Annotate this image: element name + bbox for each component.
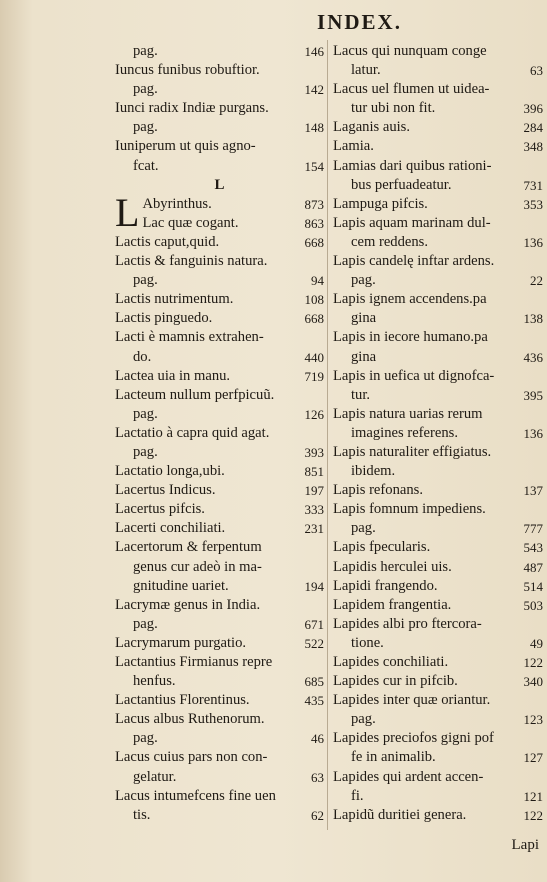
page-number: 127	[523, 750, 543, 766]
page-number: 393	[304, 444, 324, 460]
entry-text: imagines referens.	[351, 424, 458, 441]
entry-text: Lapidem frangentia.	[333, 596, 452, 613]
index-entry	[333, 538, 543, 557]
index-entry	[333, 806, 543, 825]
entry-line	[115, 80, 324, 99]
entry-text: gnitudine uariet.	[133, 577, 229, 594]
entry-line	[115, 309, 324, 328]
page-number: 522	[304, 635, 324, 651]
page-number: 353	[523, 196, 543, 212]
index-entry	[333, 672, 543, 691]
entry-text: Abyrinthus.	[142, 195, 212, 212]
entry-line	[115, 672, 324, 691]
page-number: 154	[304, 158, 324, 174]
entry-text: Lapis natura uarias rerum	[333, 405, 483, 422]
entry-line	[333, 367, 543, 386]
entry-line	[115, 806, 324, 825]
page-number: 46	[311, 731, 324, 747]
page-number: 146	[304, 44, 324, 59]
entry-line	[333, 481, 543, 500]
entry-text: Lapidi frangendo.	[333, 577, 438, 594]
entry-line	[333, 787, 543, 806]
page-number: 863	[304, 215, 324, 231]
index-entry	[333, 768, 543, 806]
index-entry	[115, 710, 324, 748]
page-number: 137	[523, 483, 543, 499]
page-number: 136	[523, 425, 543, 441]
entry-line	[333, 137, 543, 156]
index-entry	[115, 424, 324, 462]
index-entry	[115, 481, 324, 500]
entry-text: gina	[351, 310, 377, 327]
entry-line	[115, 118, 324, 137]
index-entry	[115, 189, 324, 235]
entry-line	[115, 500, 324, 519]
index-entry	[115, 500, 324, 519]
entry-text: Lapides inter quæ oriantur.	[333, 692, 491, 709]
entry-text: Lacti è mamnis extrahen-	[115, 329, 264, 346]
index-entry	[333, 729, 543, 767]
index-entry	[333, 558, 543, 577]
entry-text: Lacus cuius pars non con-	[115, 749, 268, 766]
entry-text: cem reddens.	[351, 233, 428, 250]
entry-text: pag.	[351, 711, 376, 728]
entry-line	[115, 405, 324, 424]
index-entry	[333, 653, 543, 672]
entry-line	[115, 328, 324, 347]
index-entry	[333, 405, 543, 443]
page-number: 685	[304, 674, 324, 690]
page-number: 440	[304, 349, 324, 365]
entry-line	[115, 519, 324, 538]
index-entry	[333, 500, 543, 538]
entry-text: pag.	[133, 405, 158, 422]
entry-line	[115, 271, 324, 290]
entry-text: Lapides preciofos gigni pof	[333, 730, 494, 747]
page-number: 333	[304, 502, 324, 518]
section-letter: L	[214, 176, 225, 193]
page-number: 94	[311, 273, 324, 289]
entry-text: Lacerti conchiliati.	[115, 520, 226, 537]
entry-line	[115, 768, 324, 787]
entry-line	[333, 806, 543, 825]
entry-text: Lactatio longa,ubi.	[115, 463, 225, 480]
entry-line	[333, 443, 543, 462]
page-number: 873	[304, 196, 324, 212]
entry-line	[333, 118, 543, 137]
entry-text: pag.	[351, 520, 376, 537]
entry-line	[115, 462, 324, 481]
entry-line	[333, 462, 543, 481]
entry-text: Lapides qui ardent accen-	[333, 768, 484, 785]
entry-text: do.	[133, 348, 152, 365]
entry-text: Lactea uia in manu.	[115, 367, 231, 384]
page-number: 514	[523, 578, 543, 594]
page-number: 395	[523, 387, 543, 403]
entry-line	[333, 558, 543, 577]
entry-text: Lapidis herculei uis.	[333, 558, 452, 575]
entry-text: Lapis aquam marinam dul-	[333, 214, 491, 231]
index-entry	[333, 157, 543, 195]
entry-line	[333, 214, 543, 233]
entry-line	[115, 596, 324, 615]
entry-text: tione.	[351, 634, 384, 651]
entry-text: Lactatio à capra quid agat.	[115, 424, 270, 441]
entry-line	[333, 328, 543, 347]
entry-line	[333, 348, 543, 367]
entry-line	[333, 729, 543, 748]
entry-line	[333, 309, 543, 328]
entry-text: bus perfuadeatur.	[351, 176, 452, 193]
entry-text: Lapides cur in pifcib.	[333, 673, 458, 690]
entry-line	[115, 443, 324, 462]
entry-line	[333, 596, 543, 615]
entry-text: Lapis fomnum impediens.	[333, 501, 486, 518]
right-column	[333, 42, 543, 842]
index-entry	[115, 252, 324, 290]
entry-text: latur.	[351, 62, 381, 79]
catchword: Lapi	[511, 837, 539, 853]
entry-text: Lacus intumefcens fine uen	[115, 787, 276, 804]
entry-line	[333, 61, 543, 80]
entry-line	[333, 99, 543, 118]
entry-line	[333, 615, 543, 634]
index-entry	[333, 577, 543, 596]
entry-text: Lampuga pifcis.	[333, 195, 428, 212]
index-entry	[115, 309, 324, 328]
page-number: 731	[523, 177, 543, 193]
entry-line	[333, 252, 543, 271]
index-entry	[333, 481, 543, 500]
page-number: 777	[523, 521, 543, 537]
page-number: 126	[304, 406, 324, 422]
entry-text: Laganis auis.	[333, 119, 411, 136]
page-number: 231	[304, 521, 324, 537]
entry-text: Lacus albus Ruthenorum.	[115, 711, 265, 728]
page-number: 136	[523, 234, 543, 250]
entry-text: Lacrymarum purgatio.	[115, 634, 247, 651]
entry-text: Lapis candelę inftar ardens.	[333, 253, 495, 270]
entry-line	[333, 653, 543, 672]
entry-line	[115, 538, 324, 557]
entry-line	[115, 137, 324, 156]
entry-line	[333, 577, 543, 596]
index-entry	[115, 691, 324, 710]
entry-text: Iunci radix Indiæ purgans.	[115, 100, 269, 117]
entry-line	[333, 80, 543, 99]
entry-text: Lapis in uefica ut dignofca-	[333, 367, 495, 384]
index-entry	[115, 653, 324, 691]
index-entry	[333, 367, 543, 405]
page-number: 121	[523, 788, 543, 804]
entry-text: Lacertus pifcis.	[115, 501, 205, 518]
index-entry	[333, 252, 543, 290]
index-entry	[115, 538, 324, 595]
entry-text: fe in animalib.	[351, 749, 436, 766]
entry-text: Lapis naturaliter effigiatus.	[333, 443, 492, 460]
page-number: 671	[304, 616, 324, 632]
index-entry	[115, 233, 324, 252]
entry-line	[333, 538, 543, 557]
entry-text: fcat.	[133, 157, 159, 174]
entry-line	[115, 748, 324, 767]
entry-line	[115, 424, 324, 443]
entry-line	[115, 367, 324, 386]
entry-text: henfus.	[133, 673, 176, 690]
entry-text: Lacertorum & ferpentum	[115, 539, 262, 556]
entry-text: pag.	[133, 615, 158, 632]
drop-cap: L	[115, 189, 140, 235]
entry-text: tur.	[351, 386, 371, 403]
entry-line	[333, 233, 543, 252]
index-entry	[115, 99, 324, 137]
page-number: 348	[523, 139, 543, 155]
index-entry	[115, 462, 324, 481]
entry-text: Lactis pinguedo.	[115, 310, 213, 327]
index-entry	[333, 290, 543, 328]
entry-text: pag.	[133, 443, 158, 460]
index-title: INDEX.	[317, 10, 402, 34]
entry-text: Lacertus Indicus.	[115, 482, 216, 499]
entry-line	[333, 691, 543, 710]
entry-text: Lactis caput,quid.	[115, 233, 220, 250]
entry-line	[333, 424, 543, 443]
entry-line	[115, 787, 324, 806]
page-number: 138	[523, 311, 543, 327]
page-number: 396	[523, 101, 543, 117]
entry-line	[115, 653, 324, 672]
index-entry	[115, 137, 324, 175]
entry-text: Lactantius Firmianus repre	[115, 654, 273, 670]
page-number: 435	[304, 693, 324, 709]
index-entry	[333, 195, 543, 214]
index-entry	[115, 596, 324, 634]
page-number: 543	[523, 540, 543, 556]
page-number: 142	[304, 82, 324, 98]
index-entry	[333, 328, 543, 366]
index-entry	[333, 137, 543, 156]
entry-text: fi.	[351, 787, 364, 804]
index-entry	[115, 367, 324, 386]
entry-line	[333, 176, 543, 195]
page-number: 851	[304, 464, 324, 480]
page-number: 122	[523, 655, 543, 670]
page-number: 487	[523, 559, 543, 575]
entry-text: Iuncus funibus robuftior.	[115, 62, 260, 79]
page-number: 668	[304, 234, 324, 250]
entry-line	[115, 729, 324, 748]
index-entry	[115, 328, 324, 366]
entry-line	[333, 672, 543, 691]
entry-text: Lacteum nullum perfpicuũ.	[115, 386, 275, 403]
index-entry	[333, 42, 543, 80]
entry-text: Lactis nutrimentum.	[115, 291, 234, 308]
index-entry	[115, 61, 324, 99]
index-entry	[333, 691, 543, 729]
entry-line	[333, 748, 543, 767]
entry-text: Lacus uel flumen ut uidea-	[333, 81, 490, 98]
index-entry	[333, 214, 543, 252]
entry-text: Lac quæ cogant.	[142, 214, 239, 231]
index-entry	[115, 176, 324, 195]
entry-text: Lapis in iecore humano.pa	[333, 329, 488, 346]
page-header	[0, 10, 547, 35]
entry-text: Lapides albi pro ftercora-	[333, 615, 482, 632]
index-entry	[115, 519, 324, 538]
entry-text: tur ubi non fit.	[351, 100, 436, 117]
entry-line	[115, 157, 324, 176]
entry-line	[115, 481, 324, 500]
entry-text: Lacus qui nunquam conge	[333, 43, 487, 59]
entry-text: pag.	[351, 272, 376, 289]
page-number: 49	[530, 635, 543, 651]
entry-line	[115, 233, 324, 252]
entry-text: Iuniperum ut quis agno-	[115, 138, 256, 155]
entry-text: Lapis ignem accendens.pa	[333, 291, 487, 308]
entry-text: pag.	[133, 272, 158, 289]
entry-text: pag.	[133, 43, 158, 59]
page-number: 503	[523, 597, 543, 613]
entry-line	[115, 42, 324, 61]
entry-line	[333, 634, 543, 653]
entry-line	[115, 348, 324, 367]
entry-text: tis.	[133, 806, 151, 823]
page-number: 62	[311, 807, 324, 823]
index-entry	[115, 42, 324, 61]
index-entry	[333, 596, 543, 615]
entry-line	[115, 710, 324, 729]
entry-text: Lactantius Florentinus.	[115, 692, 250, 709]
entry-line	[333, 195, 543, 214]
entry-line	[333, 519, 543, 538]
entry-line	[115, 691, 324, 710]
entry-text: Lamia.	[333, 138, 374, 155]
page-number: 22	[530, 273, 543, 289]
entry-text: gina	[351, 348, 377, 365]
index-entry	[115, 748, 324, 786]
page-number: 436	[523, 349, 543, 365]
index-entry	[333, 118, 543, 137]
index-entry	[115, 634, 324, 653]
entry-text: Lamias dari quibus rationi-	[333, 157, 492, 174]
entry-line	[115, 290, 324, 309]
entry-text: pag.	[133, 730, 158, 747]
entry-line	[115, 577, 324, 596]
entry-line	[115, 615, 324, 634]
entry-line	[115, 61, 324, 80]
entry-line	[333, 271, 543, 290]
page-number: 719	[304, 368, 324, 384]
entry-text: gelatur.	[133, 768, 177, 785]
page-number: 123	[523, 712, 543, 728]
entry-text: ibidem.	[351, 463, 396, 480]
index-entry	[333, 80, 543, 118]
column-divider	[327, 40, 328, 830]
entry-line	[115, 558, 324, 577]
entry-text: Lacrymæ genus in India.	[115, 596, 261, 613]
entry-text: pag.	[133, 81, 158, 98]
entry-line	[333, 290, 543, 309]
page-number: 108	[304, 292, 324, 308]
entry-line	[142, 214, 324, 233]
left-column	[115, 42, 324, 842]
entry-line	[115, 386, 324, 405]
index-entry	[333, 443, 543, 481]
page-number: 340	[523, 674, 543, 690]
page-number: 284	[523, 120, 543, 136]
entry-line	[115, 634, 324, 653]
page-number: 194	[304, 578, 324, 594]
index-entry	[115, 386, 324, 424]
entry-line	[333, 500, 543, 519]
index-entry	[115, 290, 324, 309]
entry-line	[115, 99, 324, 118]
entry-text: Lapides conchiliati.	[333, 654, 449, 670]
page-number: 197	[304, 483, 324, 499]
page-number: 668	[304, 311, 324, 327]
entry-text: Lapis fpecularis.	[333, 539, 431, 556]
index-entry	[333, 615, 543, 653]
entry-line	[333, 386, 543, 405]
entry-text: Lapis refonans.	[333, 482, 423, 499]
entry-line	[142, 195, 324, 214]
entry-line	[333, 405, 543, 424]
entry-line	[333, 42, 543, 61]
entry-line	[333, 157, 543, 176]
entry-text: Lactis & fanguinis natura.	[115, 253, 268, 270]
entry-text: Lapidũ duritiei genera.	[333, 806, 467, 823]
entry-text: pag.	[133, 119, 158, 136]
entry-line	[333, 768, 543, 787]
index-entry	[115, 787, 324, 825]
page-number: 63	[530, 63, 543, 79]
page-number: 122	[523, 807, 543, 823]
entry-line	[115, 252, 324, 271]
entry-line	[333, 710, 543, 729]
page-number: 63	[311, 769, 324, 785]
entry-text: genus cur adeò in ma-	[133, 558, 262, 575]
page-number: 148	[304, 120, 324, 136]
